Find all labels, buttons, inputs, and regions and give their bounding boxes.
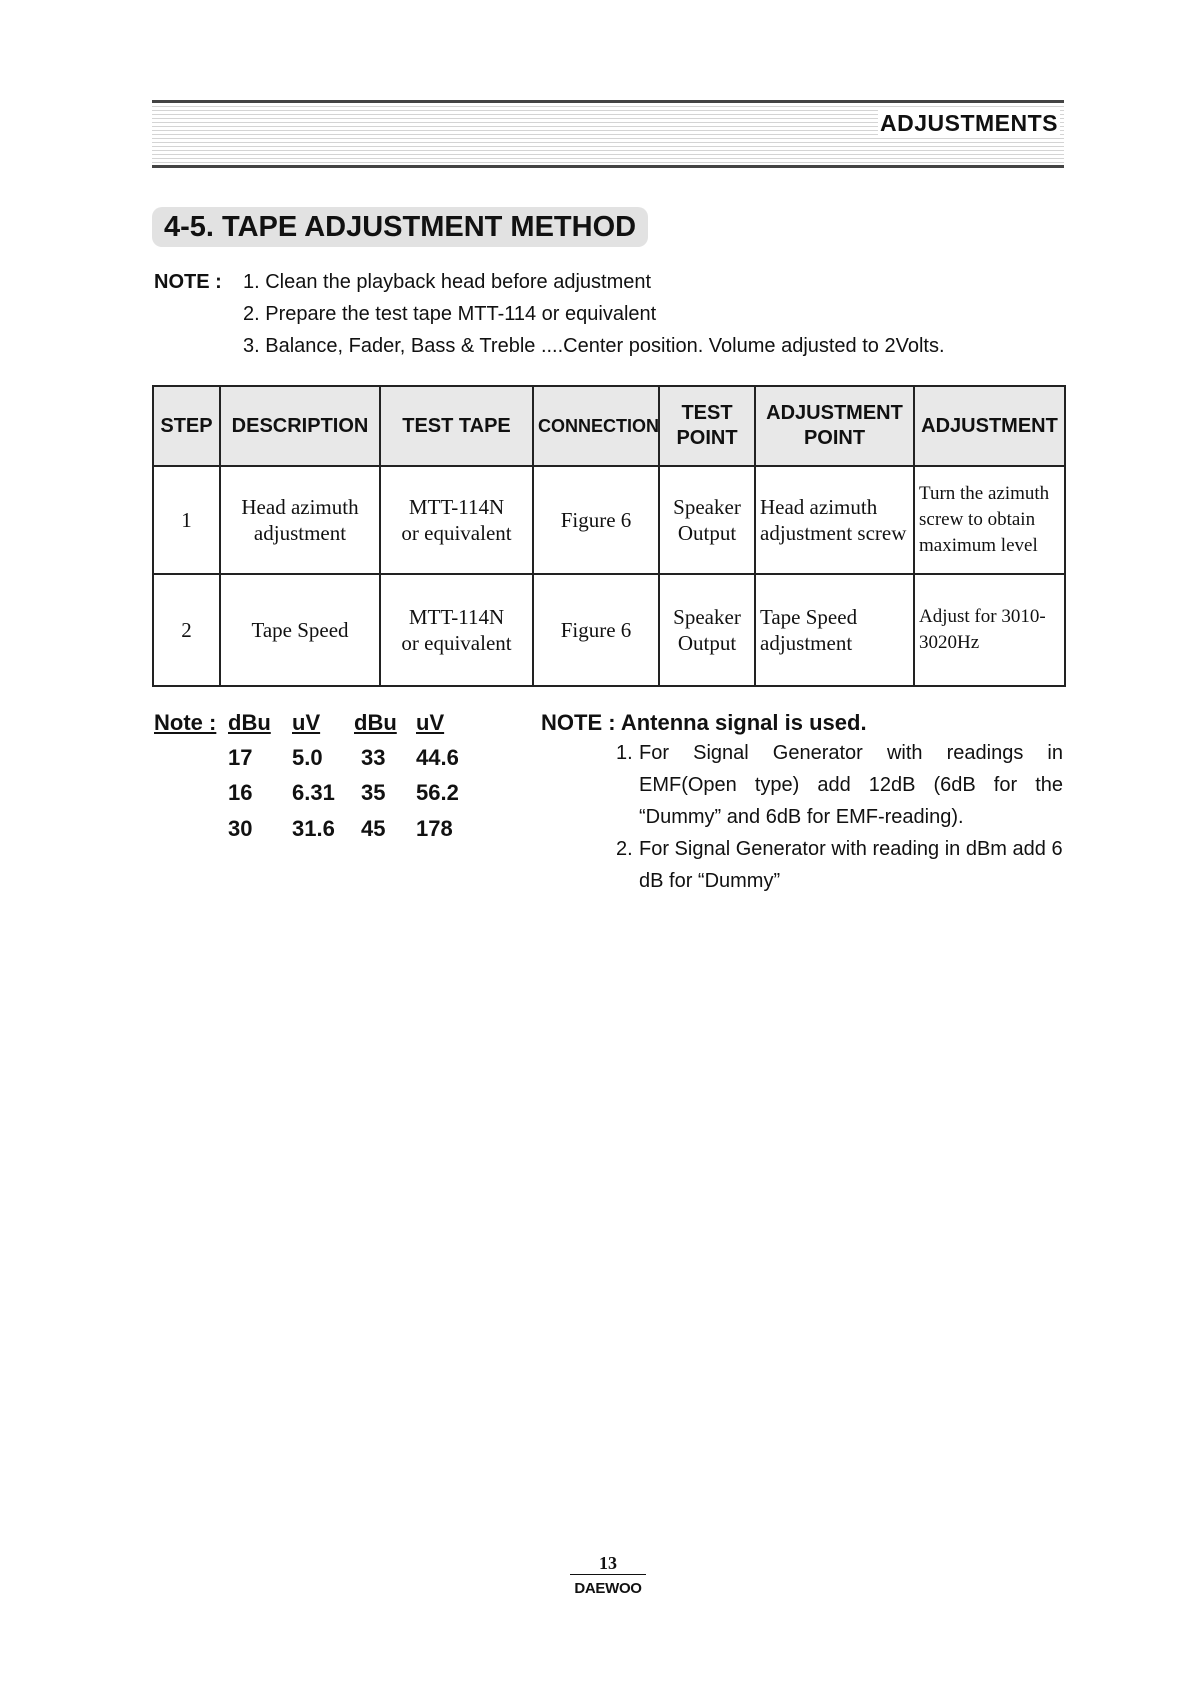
conversion-header: uV (416, 710, 445, 735)
antenna-item-2-number: 2. (616, 838, 633, 860)
cell-adjustment-point-line1: Tape Speed (760, 605, 858, 629)
cell-test-point-line1: Speaker (673, 495, 741, 519)
header-connection: CONNECTION (533, 386, 659, 466)
header-description: DESCRIPTION (220, 386, 380, 466)
table-header-row (153, 386, 1065, 466)
cell-test-tape-line1: MTT-114N (408, 495, 505, 519)
cell-adjustment (914, 574, 1065, 686)
cell-test-tape (380, 574, 533, 686)
table-row (153, 466, 1065, 574)
cell-adjustment-point-line2: adjustment screw (760, 521, 907, 545)
cell-test-tape-line1: MTT-114N (408, 605, 505, 629)
cell-test-point (659, 466, 755, 574)
header-test-tape: TEST TAPE (380, 386, 533, 466)
conversion-cell: 16 (228, 780, 253, 805)
cell-adjustment-point (755, 466, 914, 574)
cell-connection: Figure 6 (533, 466, 659, 574)
header-test-point-line2: POINT (676, 427, 738, 449)
header-adjustment-point (755, 386, 914, 466)
antenna-item-1-line3: “Dummy” and 6dB for EMF-reading). (639, 806, 964, 828)
adjustment-table (152, 385, 1066, 687)
conversion-cell: 35 (361, 780, 386, 805)
cell-adjustment-line1: Turn the azimuth (919, 483, 1050, 504)
cell-description-line2: adjustment (253, 521, 347, 545)
cell-test-point (659, 574, 755, 686)
conversion-note-label: Note : (154, 710, 217, 735)
conversion-cell: 17 (228, 745, 253, 770)
cell-adjustment-line1: Adjust for 3010- (919, 606, 1046, 627)
header-band (152, 100, 1064, 168)
cell-connection: Figure 6 (533, 574, 659, 686)
brand-logo: DAEWOO (574, 1580, 642, 1597)
note-item-1: 1. Clean the playback head before adjustment (243, 271, 652, 293)
conversion-cell: 30 (228, 816, 253, 841)
note-label: NOTE : (154, 271, 222, 293)
cell-test-point-line2: Output (677, 521, 737, 545)
cell-step: 2 (153, 574, 220, 686)
cell-test-tape-line2: or equivalent (401, 521, 512, 545)
cell-adjustment-point-line2: adjustment (760, 631, 853, 655)
conversion-cell: 33 (361, 745, 386, 770)
note-item-2: 2. Prepare the test tape MTT-114 or equivalent (243, 303, 657, 325)
conversion-header: dBu (354, 710, 397, 735)
antenna-item-1-line2: EMF(Open type) add 12dB (6dB for the (639, 774, 1063, 796)
cell-description: Tape Speed (220, 574, 380, 686)
header-test-point (659, 386, 755, 466)
conversion-cell: 56.2 (416, 780, 459, 805)
conversion-cell: 31.6 (292, 816, 335, 841)
antenna-item-1-number: 1. (616, 742, 633, 764)
conversion-header: dBu (228, 710, 271, 735)
table-row (153, 574, 1065, 686)
cell-step: 1 (153, 466, 220, 574)
header-title: ADJUSTMENTS (879, 110, 1058, 136)
note-item-3: 3. Balance, Fader, Bass & Treble ....Center position. Volume adjusted to 2Volts. (243, 335, 945, 357)
cell-test-tape-line2: or equivalent (401, 631, 512, 655)
cell-adjustment-point (755, 574, 914, 686)
page-number: 13 (570, 1553, 646, 1575)
cell-test-point-line1: Speaker (673, 605, 741, 629)
conversion-cell: 6.31 (292, 780, 335, 805)
header-adjustment-point-line2: POINT (803, 427, 866, 449)
conversion-cell: 45 (361, 816, 386, 841)
cell-adjustment (914, 466, 1065, 574)
cell-adjustment-line2: 3020Hz (919, 632, 980, 653)
cell-test-point-line2: Output (677, 631, 737, 655)
cell-description (220, 466, 380, 574)
antenna-item-1-line1: For Signal Generator with readings in (639, 742, 1063, 764)
conversion-cell: 44.6 (416, 745, 459, 770)
cell-adjustment-line2: screw to obtain (919, 509, 1036, 530)
header-adjustment-point-line1: ADJUSTMENT (766, 402, 903, 424)
antenna-note-title: NOTE : Antenna signal is used. (541, 710, 867, 735)
cell-adjustment-line3: maximum level (919, 535, 1038, 556)
header-test-point-line1: TEST (681, 402, 733, 424)
antenna-item-2-line1: For Signal Generator with reading in dBm add 6 (639, 838, 1063, 860)
cell-test-tape (380, 466, 533, 574)
conversion-header: uV (292, 710, 321, 735)
conversion-cell: 178 (416, 816, 453, 841)
antenna-item-2-line2: dB for “Dummy” (639, 870, 781, 892)
cell-description-line1: Head azimuth (241, 495, 359, 519)
header-adjustment: ADJUSTMENT (914, 386, 1065, 466)
conversion-cell: 5.0 (292, 745, 323, 770)
section-title: 4-5. TAPE ADJUSTMENT METHOD (152, 207, 648, 247)
header-step: STEP (153, 386, 220, 466)
cell-adjustment-point-line1: Head azimuth (760, 495, 878, 519)
